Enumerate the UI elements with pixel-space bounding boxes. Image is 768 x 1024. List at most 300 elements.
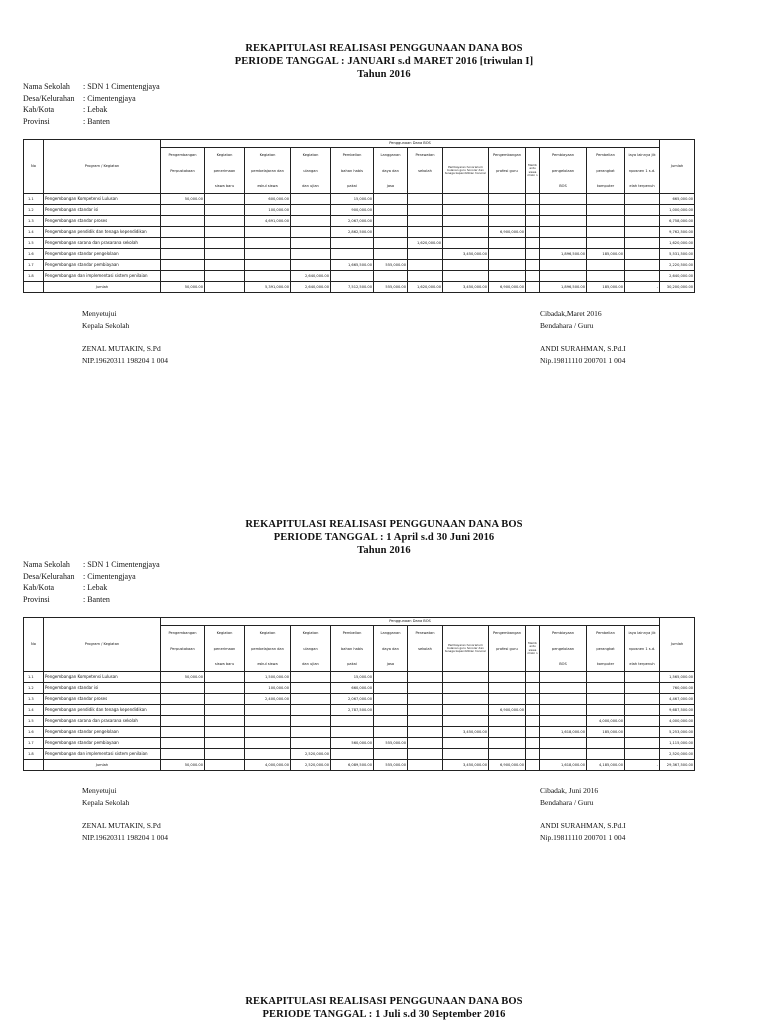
amount-cell: [205, 672, 245, 683]
amount-cell: [489, 672, 526, 683]
amount-cell: [245, 749, 291, 760]
amount-cell: [526, 705, 540, 716]
amount-cell: [161, 727, 205, 738]
amount-cell: [443, 683, 489, 694]
amount-cell: [291, 705, 331, 716]
amount-cell: [245, 260, 291, 271]
amount-cell: [374, 216, 408, 227]
amount-cell: [331, 716, 374, 727]
amount-cell: 15,000.00: [331, 194, 374, 205]
program-name: Pengembangan pendidik dan tenaga kependidikan: [44, 705, 161, 716]
table-row: [24, 694, 695, 705]
info-value: : Cimentengjaya: [83, 93, 136, 103]
column-header: [408, 658, 443, 672]
total-amount: 2,640,000.00: [291, 282, 331, 293]
column-header: perangkat: [587, 642, 625, 658]
table-row: [24, 260, 695, 271]
report-title: [0, 995, 768, 1021]
program-name: Pengembangan standar isi: [44, 205, 161, 216]
row-number: 1.8: [24, 749, 44, 760]
amount-cell: 2,067,000.00: [331, 216, 374, 227]
amount-cell: [374, 227, 408, 238]
column-header: bahan habis: [331, 164, 374, 180]
amount-cell: [374, 727, 408, 738]
info-value: : SDN 1 Cimentengjaya: [83, 560, 160, 569]
report-title: [0, 518, 768, 557]
amount-cell: [526, 249, 540, 260]
amount-cell: [245, 238, 291, 249]
amount-cell: [625, 727, 660, 738]
table-header-row: [24, 618, 695, 626]
signer-nip: Nip.19811110 200701 1 004: [540, 355, 626, 365]
amount-cell: [374, 194, 408, 205]
column-header: Pembelian: [331, 626, 374, 642]
amount-cell: 1,896,500.00: [540, 249, 587, 260]
grand-total: 30,200,000.00: [660, 282, 695, 293]
amount-cell: [625, 216, 660, 227]
row-number: 1.7: [24, 738, 44, 749]
info-row: [23, 116, 160, 128]
amount-cell: [374, 672, 408, 683]
amount-cell: 100,000.00: [245, 683, 291, 694]
amount-cell: 6,900,000.00: [489, 227, 526, 238]
column-header: nposnen 1 s.d.: [625, 642, 660, 658]
school-info: [23, 559, 160, 605]
amount-cell: [526, 683, 540, 694]
amount-cell: [331, 249, 374, 260]
program-name: Pengembangan Kompetensi Lulusan: [44, 672, 161, 683]
amount-cell: [161, 249, 205, 260]
amount-cell: [161, 205, 205, 216]
info-value: : Lebak: [83, 583, 108, 592]
column-header: perangkat: [587, 164, 625, 180]
total-amount: [526, 760, 540, 771]
amount-cell: [625, 260, 660, 271]
amount-cell: [625, 705, 660, 716]
total-label: Jumlah: [44, 282, 161, 293]
table-row: [24, 249, 695, 260]
amount-cell: [245, 271, 291, 282]
amount-cell: 3,450,000.00: [443, 249, 489, 260]
info-label: Nama Sekolah: [23, 82, 70, 91]
row-number: 1.2: [24, 683, 44, 694]
info-label: Desa/Kelurahan: [23, 93, 75, 103]
year-line: Tahun 2016: [357, 545, 411, 556]
column-header: [489, 658, 526, 672]
amount-cell: [161, 738, 205, 749]
info-row: [23, 594, 160, 606]
column-header: pakai: [331, 658, 374, 672]
amount-cell: [526, 194, 540, 205]
column-header: eskul siswa: [245, 658, 291, 672]
amount-cell: [489, 249, 526, 260]
info-label: Kab/Kota: [23, 105, 55, 114]
amount-cell: [526, 738, 540, 749]
column-header: sekolah: [408, 164, 443, 180]
row-total: 5,253,000.00: [660, 727, 695, 738]
amount-cell: [161, 716, 205, 727]
column-header: dan ujian: [291, 658, 331, 672]
amount-cell: [587, 672, 625, 683]
amount-cell: [443, 738, 489, 749]
amount-cell: [408, 749, 443, 760]
total-amount: 5,391,000.00: [245, 282, 291, 293]
total-amount: 6,900,000.00: [489, 282, 526, 293]
amount-cell: [331, 749, 374, 760]
amount-cell: [489, 716, 526, 727]
column-header: jasa: [374, 658, 408, 672]
amount-cell: [205, 260, 245, 271]
column-header: Pembelian: [587, 148, 625, 164]
amount-cell: [245, 738, 291, 749]
total-amount: [205, 760, 245, 771]
row-number: 1.3: [24, 694, 44, 705]
title-line: REKAPITULASI REALISASI PENGGUNAAN DANA BOS: [245, 43, 523, 54]
position-label: Kepala Sekolah: [82, 797, 130, 807]
amount-cell: [443, 705, 489, 716]
amount-cell: [489, 205, 526, 216]
total-amount: -: [625, 760, 660, 771]
signer-nip: NIP.19620311 198204 1 004: [82, 832, 168, 842]
amount-cell: [489, 194, 526, 205]
program-name: Pengembangan sarana dan prasarana sekolah: [44, 716, 161, 727]
amount-cell: [205, 694, 245, 705]
info-row: [23, 81, 160, 93]
program-name: Pengembangan Kompetensi Lulusan: [44, 194, 161, 205]
total-amount: 4,000,000.00: [245, 760, 291, 771]
amount-cell: [374, 694, 408, 705]
period-line: PERIODE TANGGAL : 1 Juli s.d 30 September 2016: [262, 1009, 506, 1020]
amount-cell: [291, 227, 331, 238]
amount-cell: [625, 672, 660, 683]
total-amount: [205, 282, 245, 293]
amount-cell: [489, 260, 526, 271]
column-header: BOS: [540, 658, 587, 672]
total-amount: 3,450,000.00: [443, 282, 489, 293]
table-row: [24, 271, 695, 282]
column-header: [489, 180, 526, 194]
amount-cell: [161, 271, 205, 282]
column-header: Memb antu siswa miski n: [526, 626, 540, 672]
total-amount: 4,185,000.00: [587, 760, 625, 771]
amount-cell: [408, 683, 443, 694]
amount-cell: [489, 683, 526, 694]
amount-cell: [205, 738, 245, 749]
signer-nip: NIP.19620311 198204 1 004: [82, 355, 168, 365]
column-header: penerimaan: [205, 642, 245, 658]
amount-cell: [540, 271, 587, 282]
info-label: Kab/Kota: [23, 583, 55, 592]
report-title: [0, 42, 768, 81]
approval-label: Menyetujui: [82, 786, 117, 795]
column-header: Perawatan: [408, 148, 443, 164]
info-label: Nama Sekolah: [23, 560, 70, 569]
column-header: dan ujian: [291, 180, 331, 194]
total-amount: [408, 760, 443, 771]
total-amount: 185,000.00: [587, 282, 625, 293]
amount-cell: [587, 205, 625, 216]
total-row: [24, 282, 695, 293]
row-number: 1.5: [24, 716, 44, 727]
amount-cell: 555,000.00: [374, 738, 408, 749]
amount-cell: 1,620,000.00: [408, 238, 443, 249]
amount-cell: [587, 738, 625, 749]
amount-cell: [443, 716, 489, 727]
amount-cell: [625, 205, 660, 216]
column-header: siswa baru: [205, 180, 245, 194]
amount-cell: 900,000.00: [331, 205, 374, 216]
total-amount: 50,000.00: [161, 282, 205, 293]
amount-cell: [443, 672, 489, 683]
table-row: [24, 738, 695, 749]
row-total: 2,220,500.00: [660, 260, 695, 271]
amount-cell: [587, 694, 625, 705]
amount-cell: 185,000.00: [587, 249, 625, 260]
title-line: REKAPITULASI REALISASI PENGGUNAAN DANA BOS: [245, 996, 523, 1007]
amount-cell: [161, 749, 205, 760]
total-row: [24, 760, 695, 771]
table-row: [24, 683, 695, 694]
signer-nip: Nip.19811110 200701 1 004: [540, 832, 626, 842]
approval-label: Menyetujui: [82, 309, 117, 318]
amount-cell: [587, 216, 625, 227]
row-total: 9,687,500.00: [660, 705, 695, 716]
column-header: eskul siswa: [245, 180, 291, 194]
amount-cell: [443, 694, 489, 705]
amount-cell: [374, 205, 408, 216]
row-number: 1.8: [24, 271, 44, 282]
row-total: 1,115,000.00: [660, 738, 695, 749]
amount-cell: [245, 227, 291, 238]
amount-cell: 600,000.00: [245, 194, 291, 205]
column-header: sekolah: [408, 642, 443, 658]
column-header: pengelolaan: [540, 164, 587, 180]
total-amount: 2,520,000.00: [291, 760, 331, 771]
amount-cell: [625, 227, 660, 238]
table-row: [24, 716, 695, 727]
row-number: 1.1: [24, 194, 44, 205]
column-header: pembelajaran dan: [245, 642, 291, 658]
amount-cell: [443, 194, 489, 205]
amount-cell: [291, 249, 331, 260]
program-name: Pengembangan standar pembiayaan: [44, 738, 161, 749]
column-header: ulangan: [291, 164, 331, 180]
total-amount: 555,000.00: [374, 760, 408, 771]
amount-cell: [205, 227, 245, 238]
table-row: [24, 672, 695, 683]
amount-cell: [489, 738, 526, 749]
column-header: Langganan: [374, 626, 408, 642]
program-name: Pengembangan dan implementasi sistem penilaian: [44, 271, 161, 282]
info-value: : Cimentengjaya: [83, 571, 136, 581]
amount-cell: [625, 194, 660, 205]
amount-cell: 2,520,000.00: [291, 749, 331, 760]
row-total: 1,620,000.00: [660, 238, 695, 249]
total-amount: 1,618,000.00: [540, 760, 587, 771]
amount-cell: [408, 727, 443, 738]
amount-cell: 2,787,500.00: [331, 705, 374, 716]
row-number: 1.5: [24, 238, 44, 249]
column-header: Kegiatan: [291, 626, 331, 642]
amount-cell: [443, 271, 489, 282]
recap-table: [23, 139, 695, 293]
column-header: Pembelian: [587, 626, 625, 642]
column-header: Pengembangan: [489, 626, 526, 642]
signer-name: ANDI SURAHMAN, S.Pd.I: [540, 821, 626, 830]
amount-cell: [540, 694, 587, 705]
column-header: iaya lainnya jik: [625, 148, 660, 164]
amount-cell: 1,618,000.00: [540, 727, 587, 738]
signature-left: [82, 308, 168, 366]
amount-cell: [587, 705, 625, 716]
amount-cell: [408, 205, 443, 216]
amount-cell: [443, 749, 489, 760]
amount-cell: [526, 238, 540, 249]
amount-cell: [625, 238, 660, 249]
amount-cell: [587, 683, 625, 694]
amount-cell: [408, 738, 443, 749]
amount-cell: 4,000,000.00: [587, 716, 625, 727]
period-line: PERIODE TANGGAL : JANUARI s.d MARET 2016 [triwulan I]: [234, 56, 534, 67]
amount-cell: 560,000.00: [331, 738, 374, 749]
period-line: PERIODE TANGGAL : 1 April s.d 30 Juni 2016: [273, 532, 495, 543]
column-header: Kegiatan: [245, 626, 291, 642]
amount-cell: [625, 249, 660, 260]
column-header: Kegiatan: [291, 148, 331, 164]
info-row: [23, 104, 160, 116]
amount-cell: [291, 716, 331, 727]
position-label: Bendahara / Guru: [540, 320, 594, 330]
program-name: Pengembangan standar proses: [44, 216, 161, 227]
amount-cell: [205, 716, 245, 727]
column-header: [408, 180, 443, 194]
amount-cell: 660,000.00: [331, 683, 374, 694]
row-number: 1.1: [24, 672, 44, 683]
column-header: siswa baru: [205, 658, 245, 672]
amount-cell: [625, 271, 660, 282]
amount-cell: [625, 738, 660, 749]
program-name: Pengembangan pendidik dan tenaga kependidikan: [44, 227, 161, 238]
signer-name: ANDI SURAHMAN, S.Pd.I: [540, 344, 626, 353]
total-amount: 50,000.00: [161, 760, 205, 771]
column-header: Memb antu siswa miski n: [526, 148, 540, 194]
amount-cell: [443, 238, 489, 249]
amount-cell: [331, 238, 374, 249]
info-row: [23, 571, 160, 583]
amount-cell: [540, 749, 587, 760]
position-label: Bendahara / Guru: [540, 797, 594, 807]
amount-cell: 4,691,000.00: [245, 216, 291, 227]
amount-cell: [331, 727, 374, 738]
amount-cell: [526, 216, 540, 227]
amount-cell: [443, 260, 489, 271]
amount-cell: [205, 249, 245, 260]
amount-cell: [540, 683, 587, 694]
program-name: Pengembangan standar pengelolaan: [44, 727, 161, 738]
amount-cell: [205, 216, 245, 227]
amount-cell: [526, 694, 540, 705]
amount-cell: [489, 727, 526, 738]
table-row: [24, 216, 695, 227]
column-header: daya dan: [374, 642, 408, 658]
row-number: 1.4: [24, 227, 44, 238]
column-header: daya dan: [374, 164, 408, 180]
place-date: Cibadak,Maret 2016: [540, 309, 602, 318]
amount-cell: [408, 271, 443, 282]
table-row: [24, 705, 695, 716]
row-number: 1.2: [24, 205, 44, 216]
recap-table: [23, 617, 695, 771]
amount-cell: [291, 205, 331, 216]
amount-cell: [291, 216, 331, 227]
column-header: bahan habis: [331, 642, 374, 658]
amount-cell: [291, 672, 331, 683]
row-total: 6,758,000.00: [660, 216, 695, 227]
amount-cell: 15,000.00: [331, 672, 374, 683]
column-header: Kegiatan: [205, 626, 245, 642]
amount-cell: [408, 227, 443, 238]
amount-cell: 50,000.00: [161, 672, 205, 683]
row-number: 1.7: [24, 260, 44, 271]
total-amount: 3,450,000.00: [443, 760, 489, 771]
column-header: Pembiayaan: [540, 626, 587, 642]
amount-cell: [408, 694, 443, 705]
column-header: BOS: [540, 180, 587, 194]
amount-cell: [489, 694, 526, 705]
amount-cell: 2,862,500.00: [331, 227, 374, 238]
info-row: [23, 559, 160, 571]
amount-cell: [625, 716, 660, 727]
table-row: [24, 205, 695, 216]
amount-cell: 3,450,000.00: [443, 727, 489, 738]
column-header: komputer: [587, 658, 625, 672]
column-header: pembelajaran dan: [245, 164, 291, 180]
amount-cell: [408, 216, 443, 227]
amount-cell: [374, 683, 408, 694]
amount-cell: [489, 216, 526, 227]
amount-cell: [245, 727, 291, 738]
amount-cell: [526, 227, 540, 238]
jumlah-header: Jumlah: [660, 140, 695, 194]
amount-cell: [408, 260, 443, 271]
amount-cell: [161, 705, 205, 716]
place-date: Cibadak, Juni 2016: [540, 786, 599, 795]
amount-cell: [587, 271, 625, 282]
column-header: elah terpenuh: [625, 180, 660, 194]
signature-left: [82, 785, 168, 843]
amount-cell: [408, 194, 443, 205]
amount-cell: [408, 672, 443, 683]
total-label: Jumlah: [44, 760, 161, 771]
row-total: 1,000,000.00: [660, 205, 695, 216]
amount-cell: [161, 683, 205, 694]
amount-cell: [526, 672, 540, 683]
amount-cell: [526, 716, 540, 727]
amount-cell: [540, 260, 587, 271]
column-header: penerimaan: [205, 164, 245, 180]
row-number: 1.6: [24, 727, 44, 738]
amount-cell: [161, 238, 205, 249]
column-header: Pengembangan: [489, 148, 526, 164]
amount-cell: [374, 716, 408, 727]
amount-cell: [540, 238, 587, 249]
amount-cell: [526, 727, 540, 738]
school-info: [23, 81, 160, 127]
amount-cell: [587, 238, 625, 249]
amount-cell: [161, 260, 205, 271]
info-label: Desa/Kelurahan: [23, 571, 75, 581]
amount-cell: [443, 216, 489, 227]
